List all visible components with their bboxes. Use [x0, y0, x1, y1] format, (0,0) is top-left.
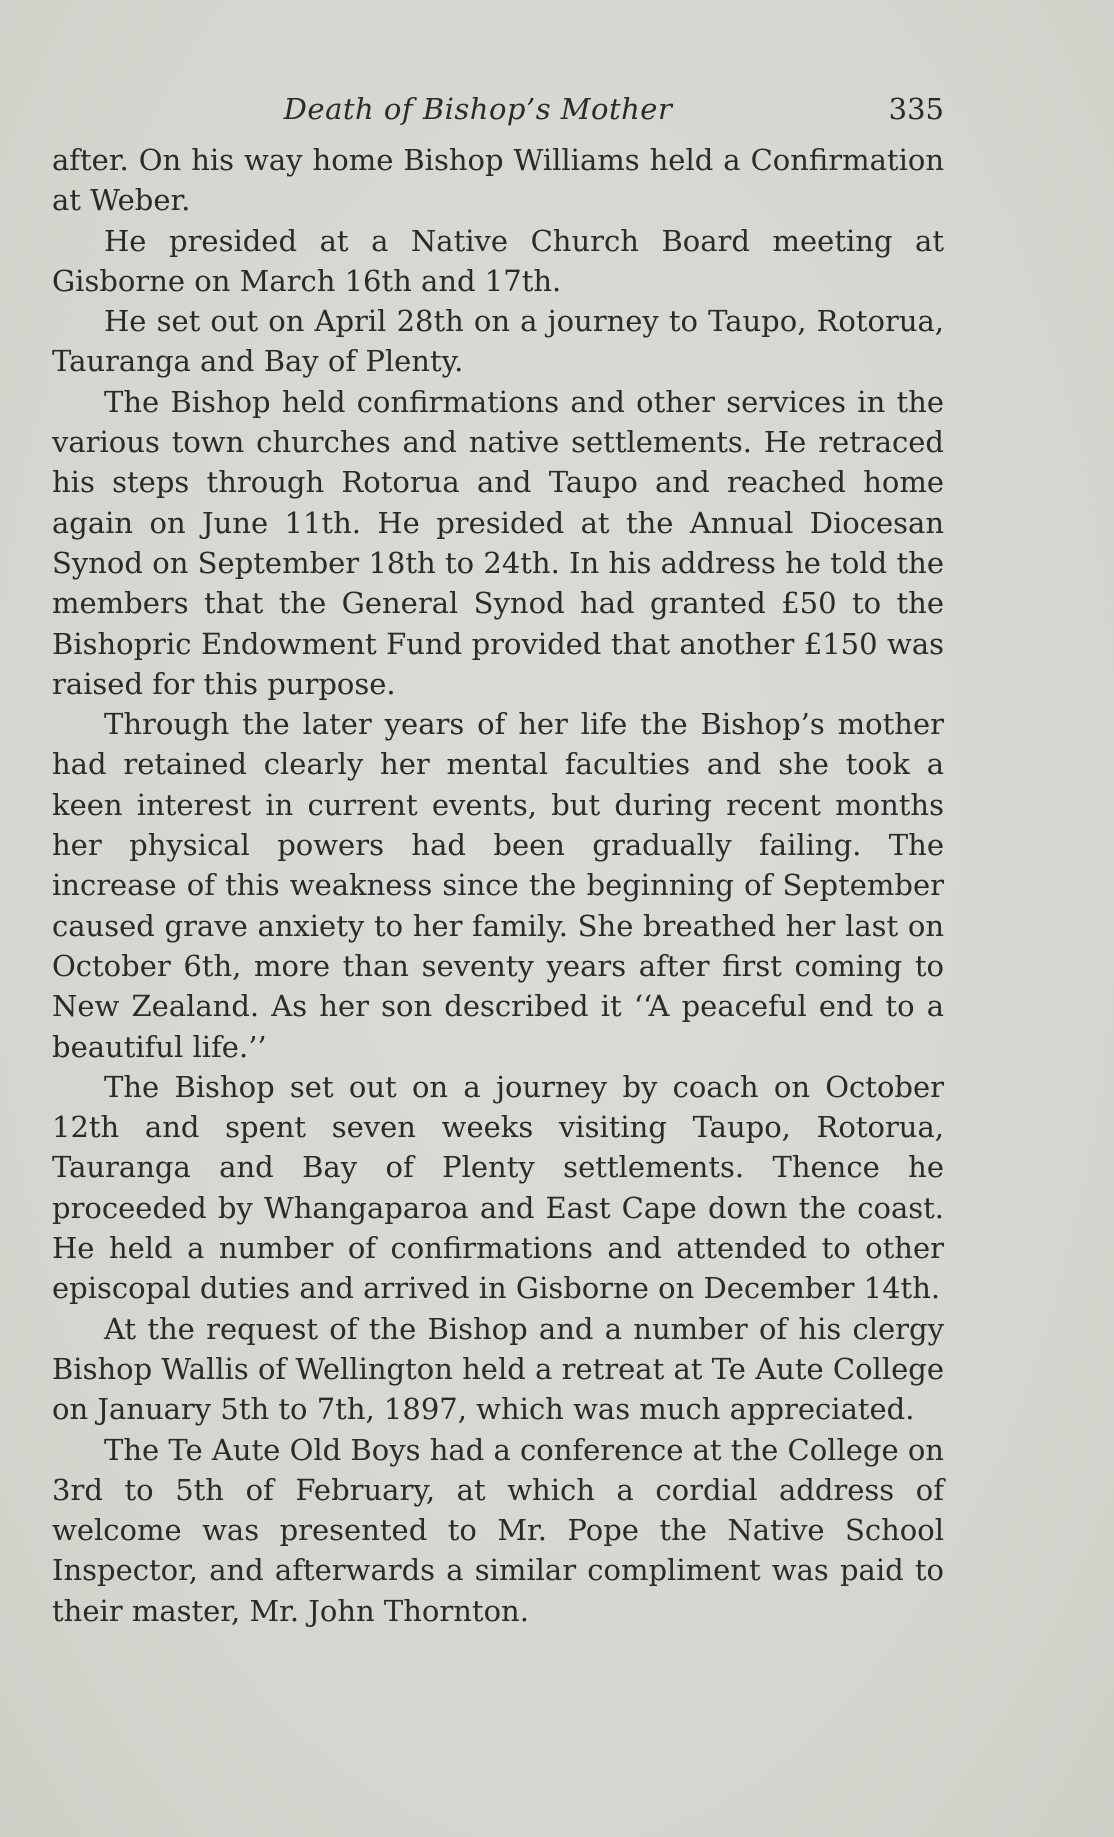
paragraph-continuation: after. On his way home Bishop Williams held a Confirmation at Weber.	[52, 143, 944, 218]
paragraph-journey-taupo: He set out on April 28th on a journey to Taupo, Rotorua, Tauranga and Bay of Plenty.	[52, 304, 944, 379]
book-page	[52, 92, 944, 1631]
page-number: 335	[888, 92, 944, 126]
paragraph-coach-journey: The Bishop set out on a journey by coach on October 12th and spent seven weeks visiting Taupo, Rotorua, Tauranga and Bay of Plenty settlements. Thence he proceeded by Whangaparoa and East Cape down the coast. He held a number of confirmations and attended to other episcopal duties and arrived in Gisborne on December 14th.	[52, 1069, 944, 1306]
running-head	[52, 92, 944, 132]
running-title: Death of Bishop’s Mother	[283, 92, 673, 126]
paragraph-retreat: At the request of the Bishop and a number of his clergy Bishop Wallis of Wellington held a retreat at Te Aute College on January 5th to 7th, 1897, which was much appreciated.	[52, 1311, 944, 1427]
paragraph-old-boys-conference: The Te Aute Old Boys had a conference at the College on 3rd to 5th of February, at which a cordial address of welcome was presented to Mr. Pope the Native School Inspector, and afterwards a similar compliment was paid to their master, Mr. John Thornton.	[52, 1432, 944, 1628]
paragraph-church-board: He presided at a Native Church Board meeting at Gisborne on March 16th and 17th.	[52, 223, 944, 298]
paragraph-confirmations-synod: The Bishop held confirmations and other services in the various town churches and native settlements. He retraced his steps through Rotorua and Taupo and reached home again on June 11th. He presided at the Annual Diocesan Synod on September 18th to 24th. In his address he told the members that the General Synod had granted £50 to the Bishopric Endowment Fund provided that another £150 was raised for this purpose.	[52, 384, 944, 701]
paragraph-mother-death: Through the later years of her life the Bishop’s mother had retained clearly her mental faculties and she took a keen interest in current events, but during recent months her physical powers had been gradually failing. The increase of this weakness since the beginning of September caused grave anxiety to her family. She breathed her last on October 6th, more than seventy years after first coming to New Zealand. As her son described it ‘‘A peaceful end to a beautiful life.’’	[52, 707, 944, 1064]
